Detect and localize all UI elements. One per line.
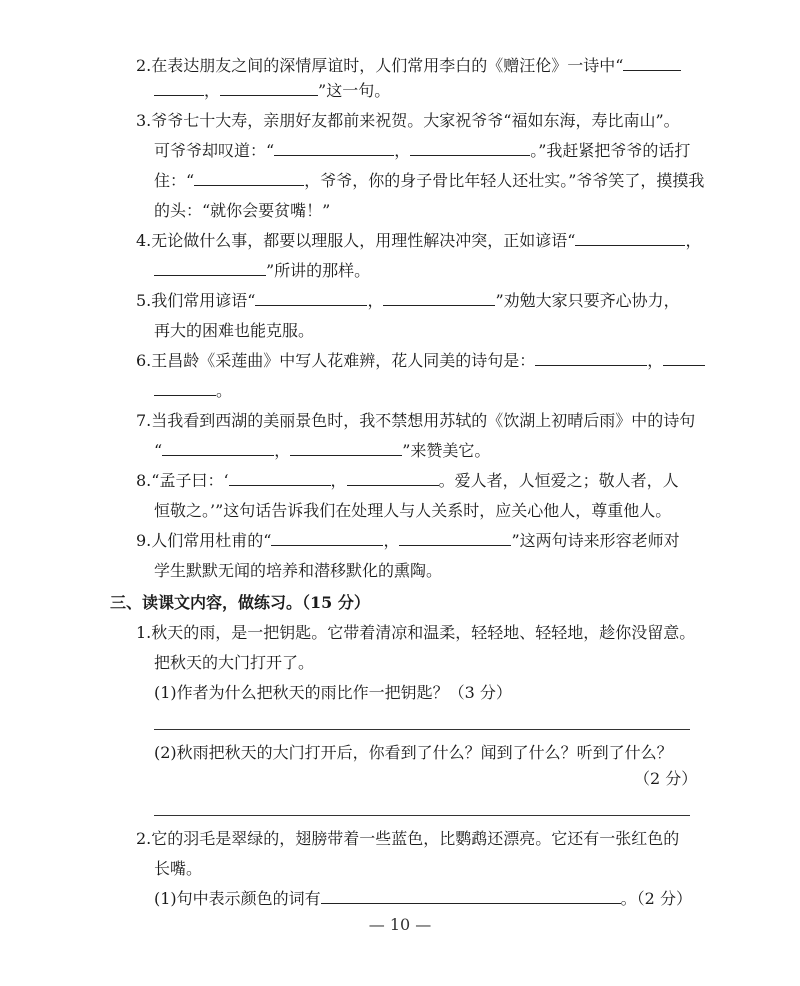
- q2-blank-1b[interactable]: [154, 80, 204, 96]
- q4-line-2: ”所讲的那样。: [154, 260, 370, 282]
- q7-blank-2[interactable]: [290, 440, 402, 456]
- q6-line-2: 。: [154, 380, 232, 402]
- passage-1-line-1: 1.秋天的雨，是一把钥匙。它带着清凉和温柔，轻轻地、轻轻地，趁你没留意。: [136, 623, 696, 642]
- passage-2-line-1: 2.它的羽毛是翠绿的，翅膀带着一些蓝色，比鹦鹉还漂亮。它还有一张红色的: [136, 829, 680, 848]
- q2-blank-1[interactable]: [623, 55, 681, 71]
- passage-1-line-2: 把秋天的大门打开了。: [154, 653, 315, 672]
- q8-blank-2[interactable]: [347, 470, 439, 486]
- q3-blank-1[interactable]: [274, 140, 394, 156]
- page-number: — 10 —: [368, 915, 432, 934]
- q6-line-1: 6.王昌龄《采莲曲》中写人花难辨，花人同美的诗句是： ，: [136, 350, 705, 372]
- q2-line-1: 2.在表达朋友之间的深情厚谊时，人们常用李白的《赠汪伦》一诗中“: [136, 55, 681, 77]
- q9-blank-1[interactable]: [271, 530, 383, 546]
- q6-blank-1[interactable]: [535, 350, 647, 366]
- q3-line-4: 的头：“就你会要贫嘴！”: [154, 201, 331, 220]
- q6-blank-2[interactable]: [663, 350, 705, 366]
- passage-1-question-2: (2)秋雨把秋天的大门打开后，你看到了什么？闻到了什么？听到了什么？: [154, 743, 673, 762]
- color-words-blank[interactable]: [321, 888, 621, 904]
- passage-1-question-1: (1)作者为什么把秋天的雨比作一把钥匙？（3 分）: [154, 683, 512, 702]
- q4-blank-1[interactable]: [575, 230, 685, 246]
- q3-blank-3[interactable]: [194, 170, 304, 186]
- q4-blank-2[interactable]: [154, 260, 266, 276]
- q4-line-1: 4.无论做什么事，都要以理服人，用理性解决冲突，正如谚语“ ，: [136, 231, 702, 250]
- passage-2-line-2: 长嘴。: [154, 859, 203, 878]
- q8-line-1: 8.“孟子曰：‘ ， 。爱人者，人恒爱之；敬人者，人: [136, 471, 679, 490]
- section-3-heading: 三、读课文内容，做练习。（15 分）: [110, 593, 370, 612]
- q5-line-1: 5.我们常用谚语“ ， ”劝勉大家只要齐心协力，: [136, 291, 680, 310]
- q5-line-2: 再大的困难也能克服。: [154, 321, 315, 340]
- q2-line-2: ， ”这一句。: [154, 80, 390, 102]
- q5-blank-2[interactable]: [383, 290, 495, 306]
- q9-line-1: 9.人们常用杜甫的“ ， ”这两句诗来形容老师对: [136, 531, 680, 550]
- answer-line-1[interactable]: [154, 729, 690, 730]
- q3-line-3: 住：“ ，爷爷，你的身子骨比年轻人还壮实。”爷爷笑了，摸摸我: [154, 171, 705, 190]
- answer-line-2[interactable]: [154, 815, 690, 816]
- q3-line-2: 可爷爷却叹道：“ ， 。”我赶紧把爷爷的话打: [154, 141, 691, 160]
- q8-blank-1[interactable]: [229, 470, 331, 486]
- q5-blank-1[interactable]: [255, 290, 367, 306]
- q7-line-2: “ ， ”来赞美它。: [154, 441, 491, 460]
- q9-line-2: 学生默默无闻的培养和潜移默化的熏陶。: [154, 561, 443, 580]
- q2-blank-2[interactable]: [220, 80, 318, 96]
- q3-line-1: 3.爷爷七十大寿，亲朋好友都前来祝贺。大家祝爷爷“福如东海，寿比南山”。: [136, 111, 680, 130]
- passage-1-question-2-score: （2 分）: [634, 769, 698, 788]
- q3-blank-2[interactable]: [410, 140, 530, 156]
- q7-blank-1[interactable]: [162, 440, 274, 456]
- q7-line-1: 7.当我看到西湖的美丽景色时，我不禁想用苏轼的《饮湖上初晴后雨》中的诗句: [136, 411, 696, 430]
- q8-line-2: 恒敬之。’”这句话告诉我们在处理人与人关系时，应关心他人，尊重他人。: [154, 501, 672, 520]
- passage-2-question-1: (1)句中表示颜色的词有 。（2 分）: [154, 889, 692, 908]
- q6-blank-2b[interactable]: [154, 380, 216, 396]
- q9-blank-2[interactable]: [399, 530, 511, 546]
